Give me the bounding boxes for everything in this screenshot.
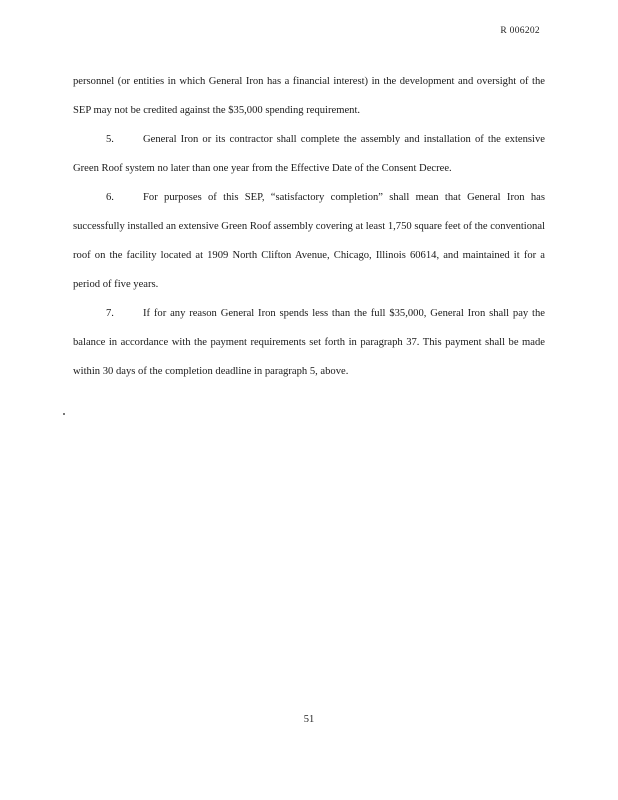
paragraph-text: If for any reason General Iron spends less than the full $35,000, General Iron shall pay the balance in accordance with the payment requirements set forth in paragraph 37. This payment shall be made within 30 days of the completion deadline in paragraph 5, above.	[73, 308, 545, 377]
scan-speck	[63, 413, 65, 415]
paragraph-5	[73, 125, 545, 183]
bates-number: R 006202	[500, 26, 540, 36]
page-number: 51	[303, 714, 315, 725]
paragraph-6	[73, 183, 545, 299]
paragraph-7	[73, 299, 545, 386]
document-body	[73, 67, 545, 386]
continuation-paragraph: personnel (or entities in which General Iron has a financial interest) in the development and oversight of the SEP may not be credited against the $35,000 spending requirement.	[73, 76, 545, 116]
paragraph-number: 7.	[106, 308, 114, 319]
paragraph-text: For purposes of this SEP, “satisfactory completion” shall mean that General Iron has successfully installed an extensive Green Roof assembly covering at least 1,750 square feet of the conventional roof on the facility located at 1909 North Clifton Avenue, Chicago, Illinois 60614, and maintained it for a period of five years.	[73, 192, 545, 290]
paragraph-text: General Iron or its contractor shall complete the assembly and installation of the extensive Green Roof system no later than one year from the Effective Date of the Consent Decree.	[73, 134, 545, 174]
paragraph-number: 5.	[106, 134, 114, 145]
paragraph-number: 6.	[106, 192, 114, 203]
